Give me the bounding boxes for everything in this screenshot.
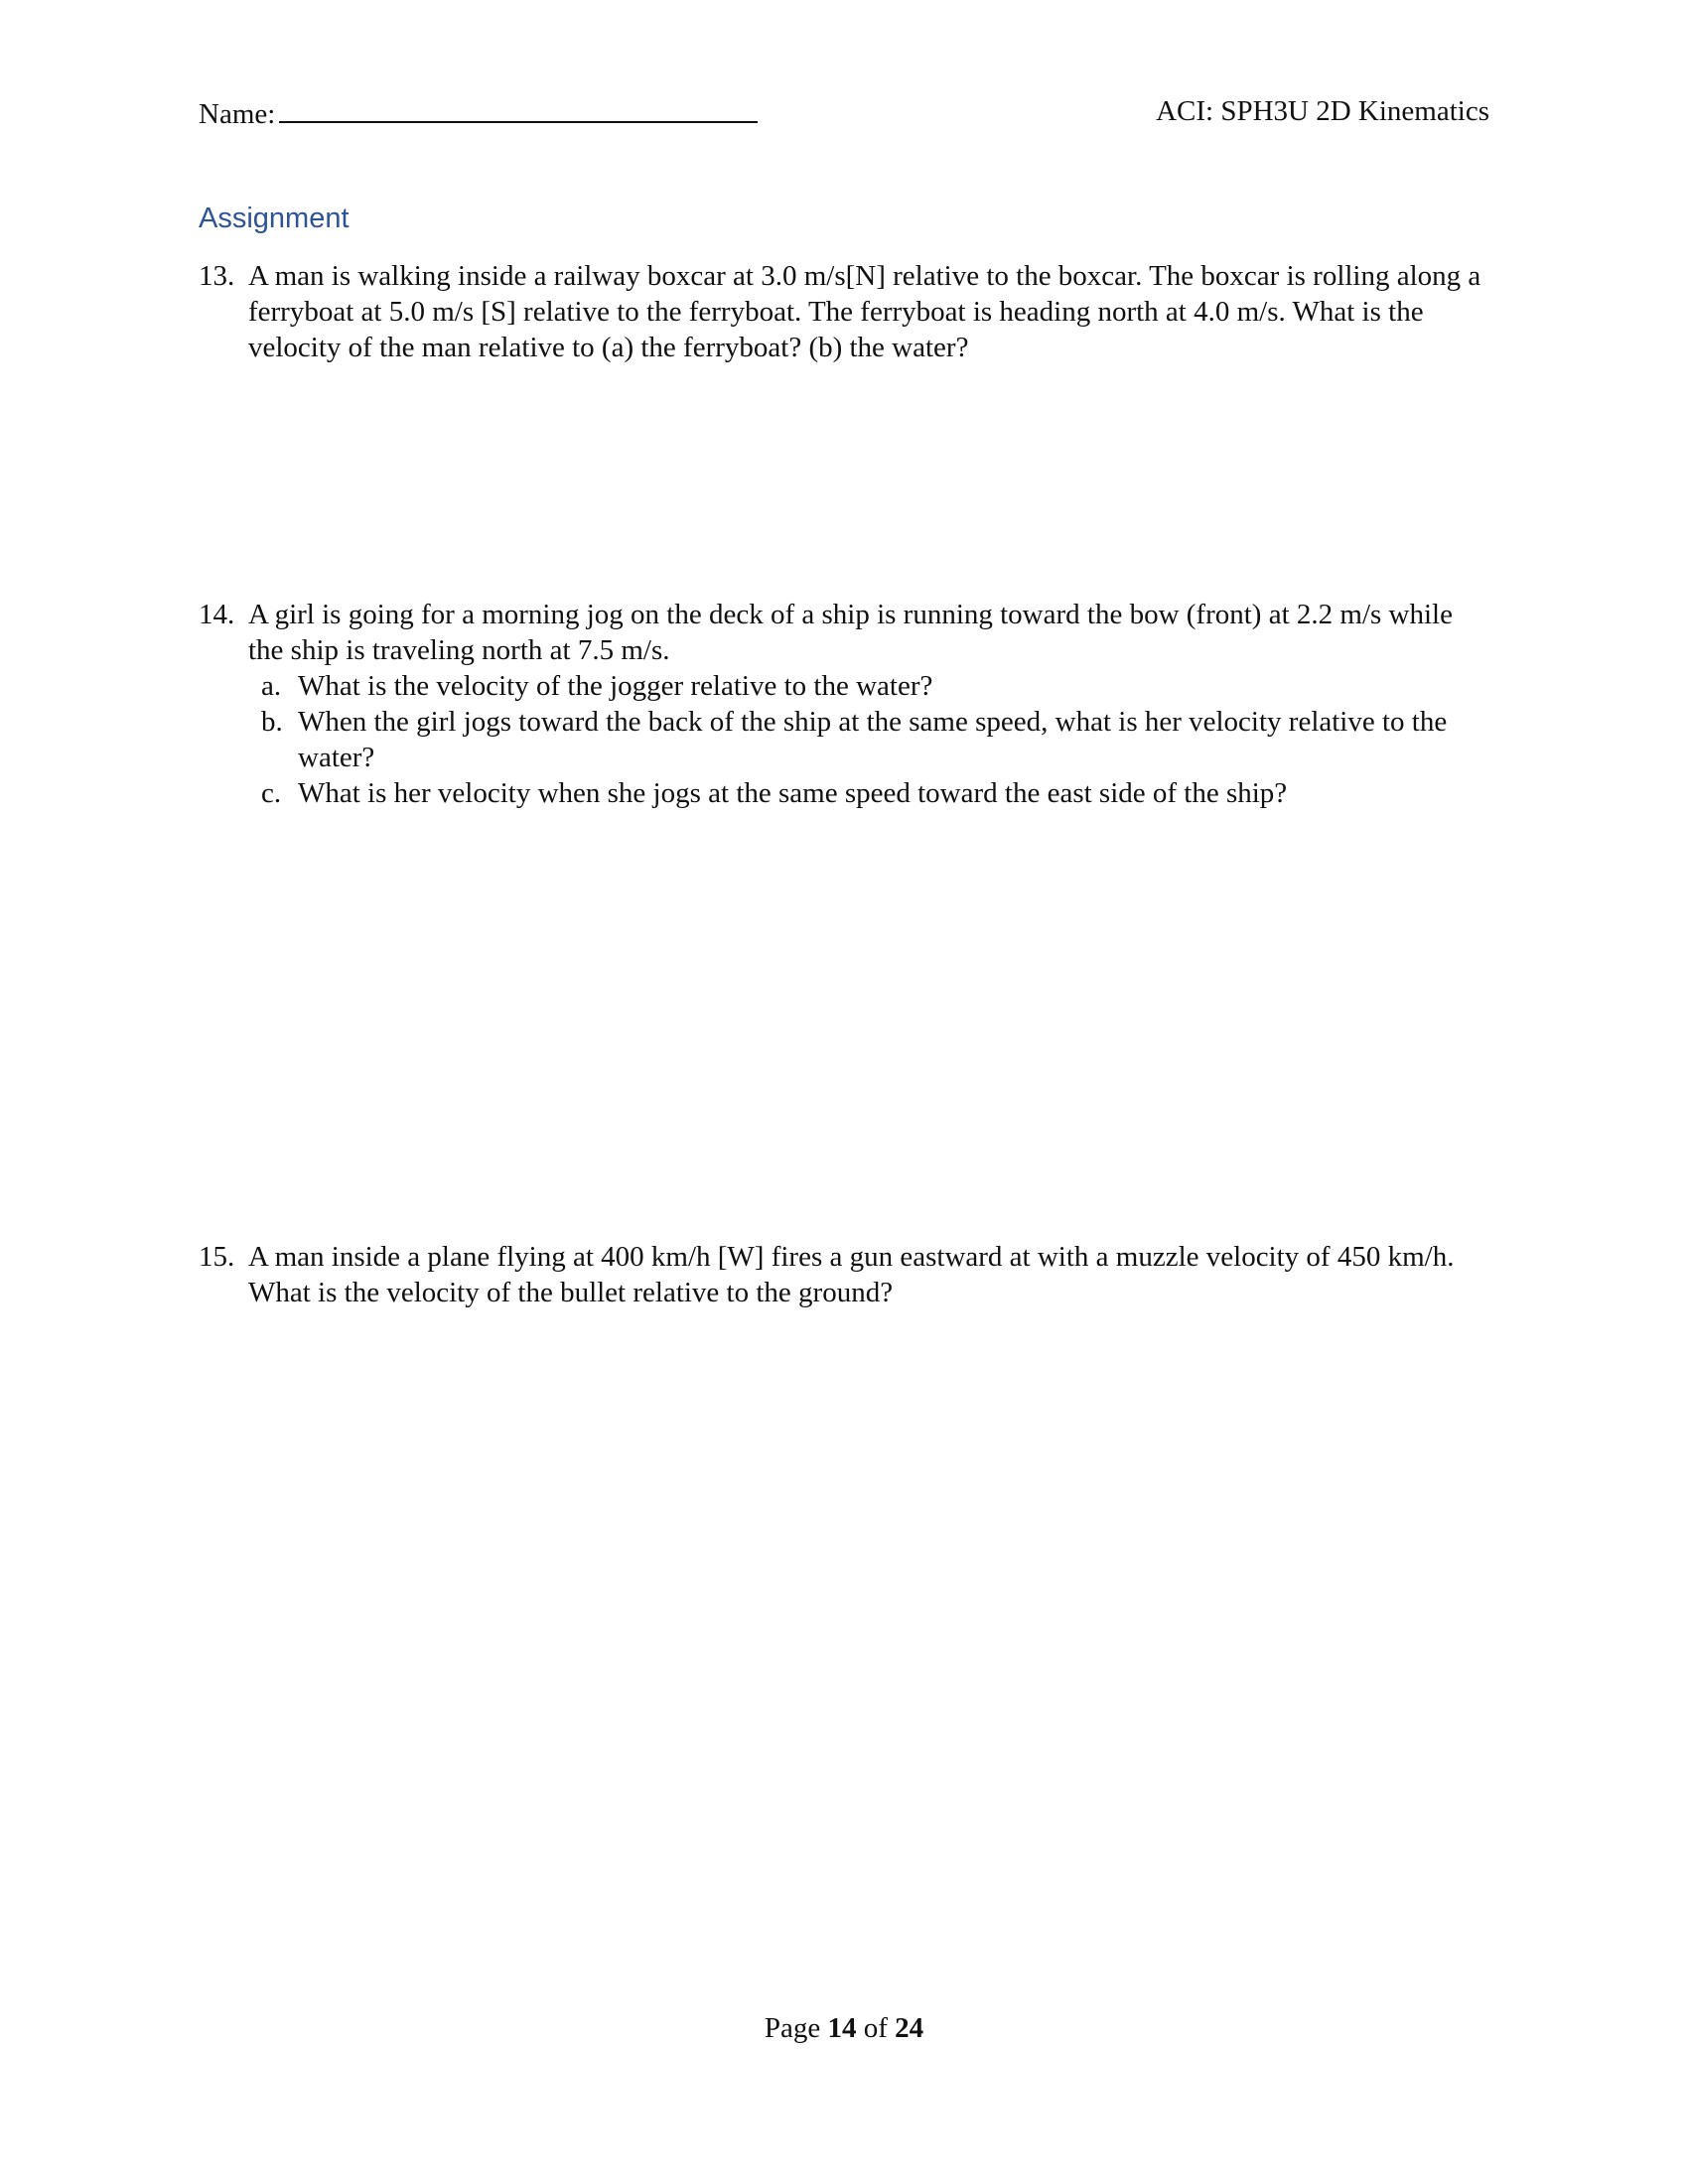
page-word: Page (764, 2012, 821, 2044)
question-14-part-c (199, 775, 1489, 811)
current-page-number: 14 (827, 2012, 857, 2044)
part-letter: b. (261, 706, 283, 738)
question-text: A man is walking inside a railway boxcar at 3.0 m/s[N] relative to the boxcar. The boxcar is rolling along a ferryboat at 5.0 m/s [S] relative to the ferryboat. The ferryboat is heading north at 4.0 m/s. What is the velocity of the man relative to (a) the ferryboat? (b) the water? (248, 260, 1481, 363)
question-15 (199, 1239, 1489, 1310)
name-field (199, 95, 758, 131)
name-blank-line (279, 95, 758, 123)
question-14-part-b (199, 704, 1489, 775)
question-number: 13. (199, 260, 235, 292)
question-14 (199, 597, 1489, 811)
question-number: 15. (199, 1241, 235, 1273)
name-label: Name: (199, 98, 276, 130)
question-number: 14. (199, 599, 235, 630)
part-letter: c. (261, 777, 282, 809)
part-letter: a. (261, 670, 282, 702)
page-footer (0, 2012, 1688, 2045)
part-text: What is her velocity when she jogs at the same speed toward the east side of the ship? (298, 777, 1288, 809)
question-text: A girl is going for a morning jog on the deck of a ship is running toward the bow (front) at 2.2 m/s while the ship is traveling north at 7.5 m/s. (248, 599, 1453, 666)
page-header (199, 95, 1489, 135)
question-text: A man inside a plane flying at 400 km/h [W] fires a gun eastward at with a muzzle velocity of 450 km/h. What is the velocity of the bullet relative to the ground? (248, 1241, 1455, 1308)
question-14-part-a (199, 668, 1489, 704)
total-page-count: 24 (895, 2012, 924, 2044)
question-13 (199, 258, 1489, 365)
section-heading: Assignment (199, 203, 350, 234)
part-text: When the girl jogs toward the back of the ship at the same speed, what is her velocity relative to the water? (298, 706, 1448, 773)
part-text: What is the velocity of the jogger relative to the water? (298, 670, 933, 702)
course-title: ACI: SPH3U 2D Kinematics (1156, 95, 1489, 127)
of-word: of (863, 2012, 888, 2044)
